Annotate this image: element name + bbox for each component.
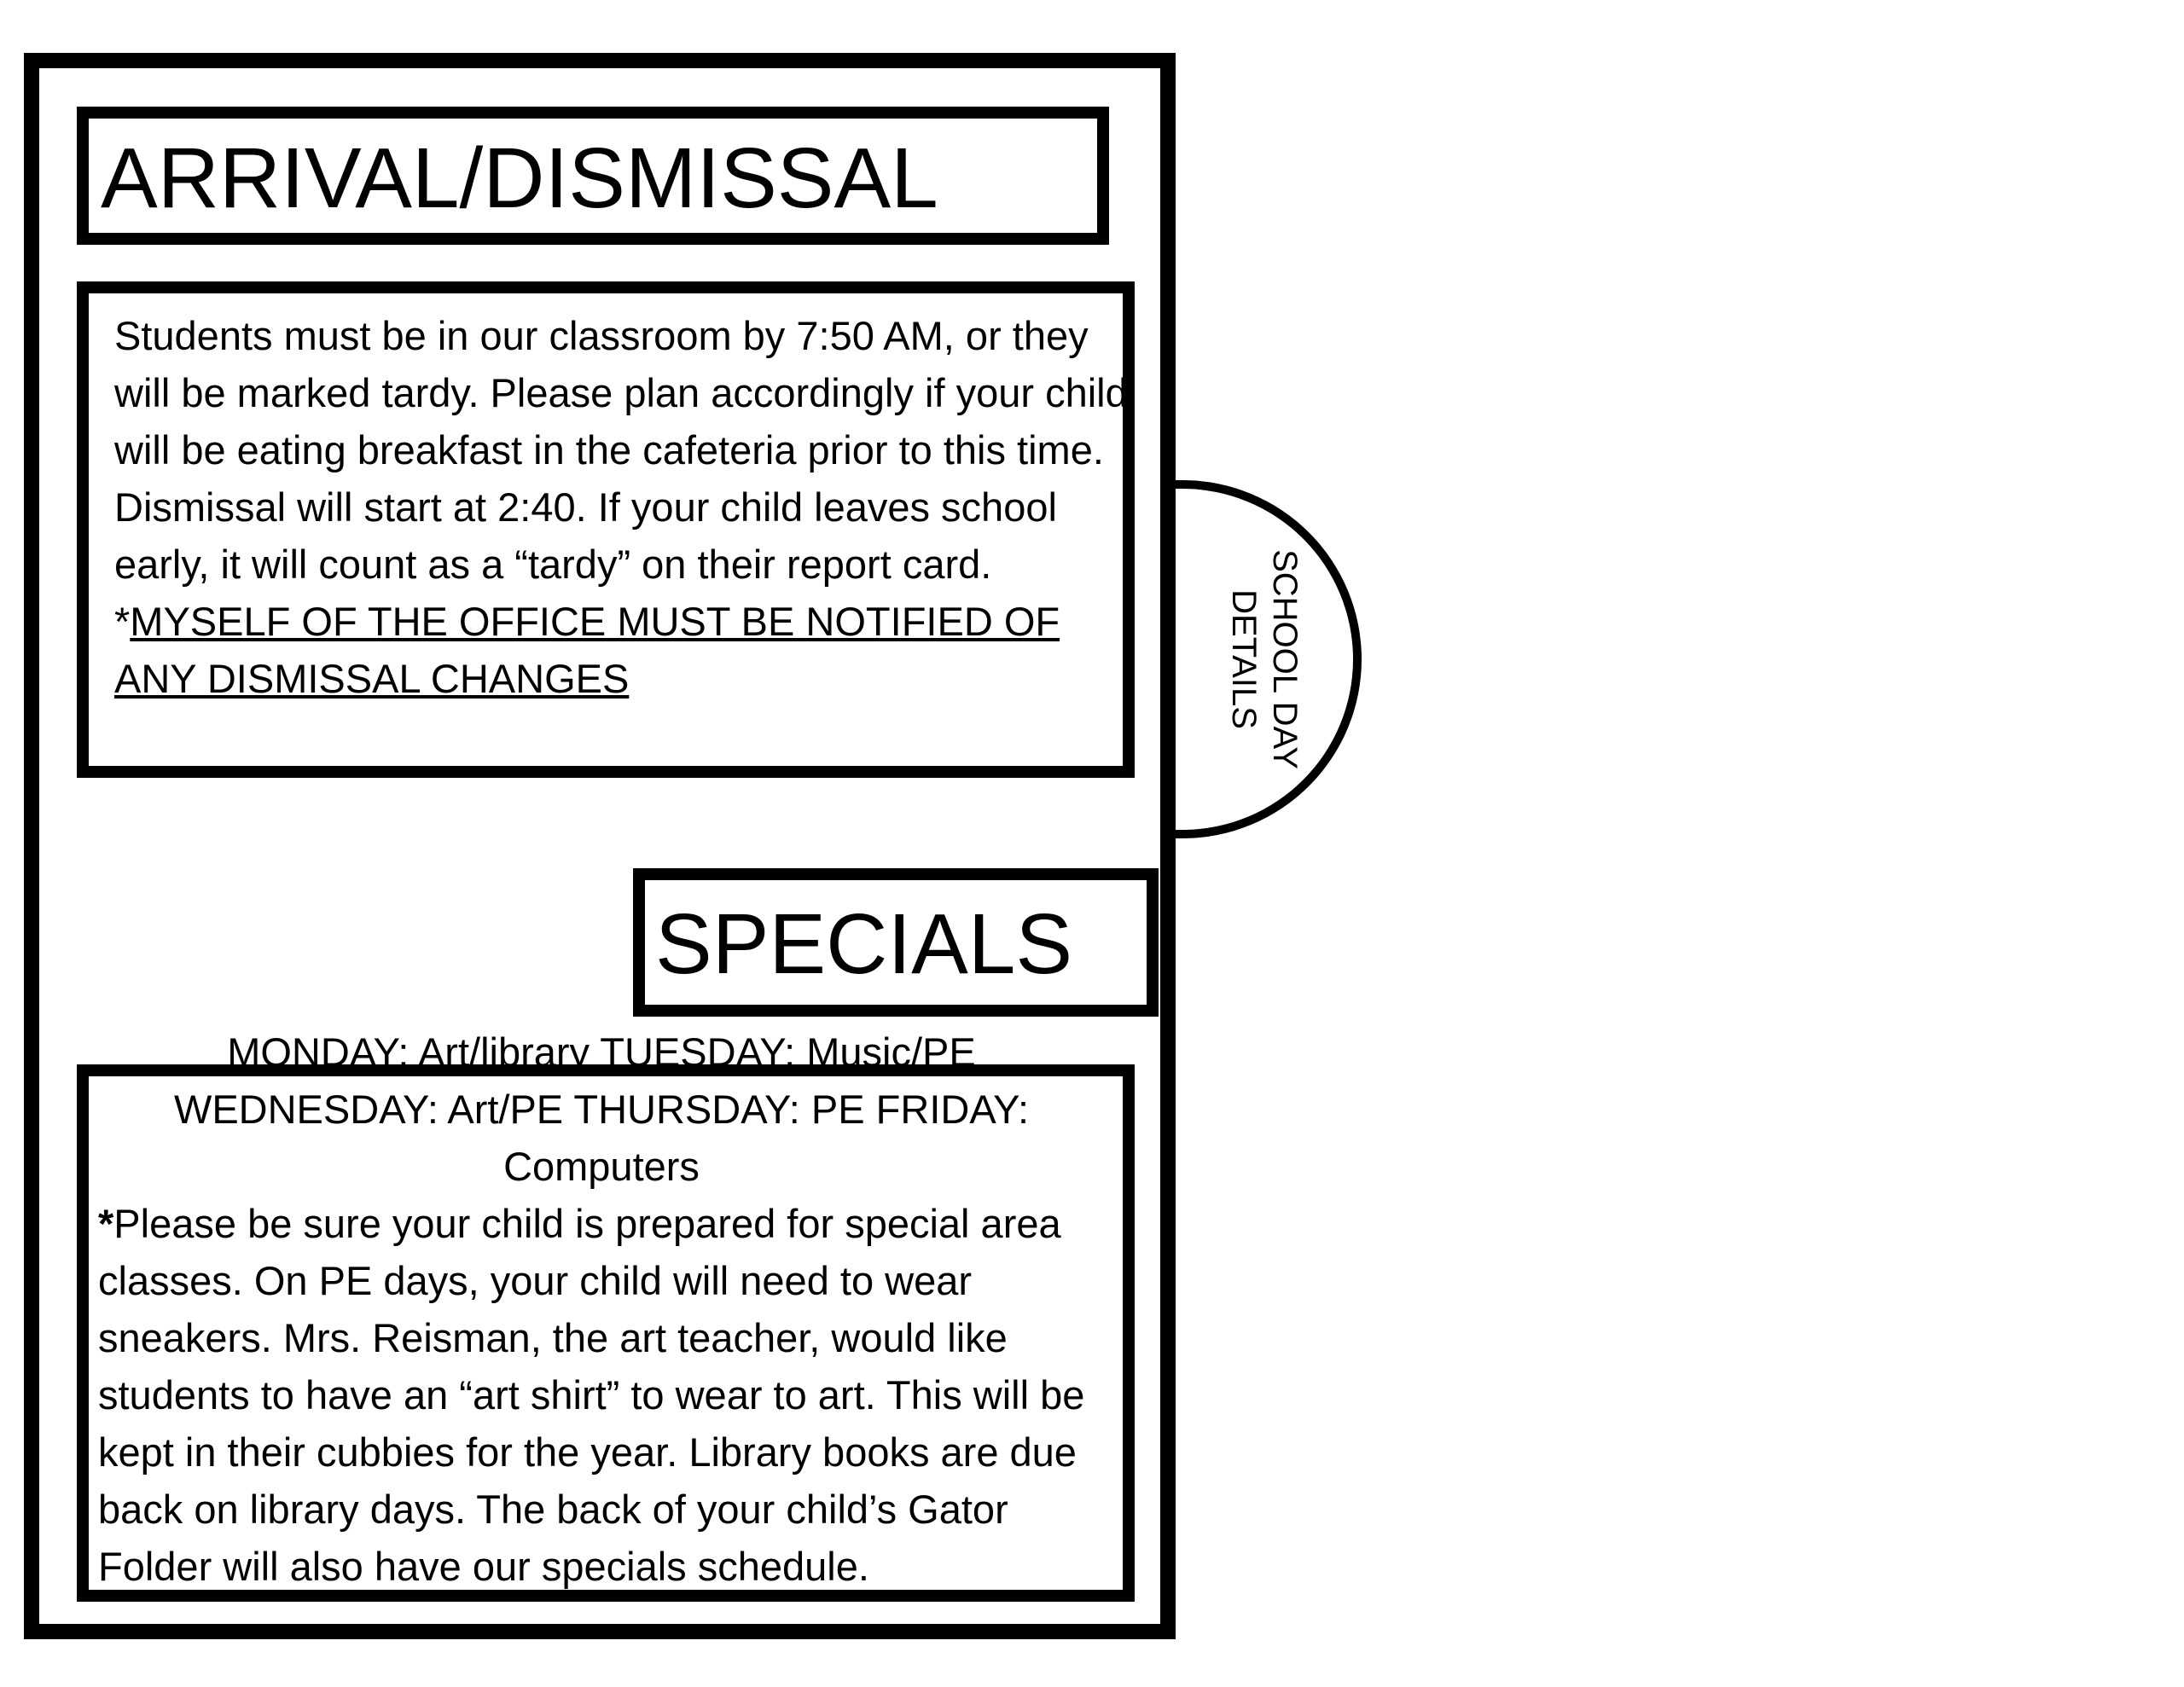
arrival-paragraph: Students must be in our classroom by 7:50 AM, or they will be marked tardy. Please plan accordingly if your child will be eating breakfast in the cafeteria prior to this time. Dismissal will start at 2:40. If your child leaves school early, it will count as a “tardy” on their report card. bbox=[114, 313, 1128, 587]
specials-body bbox=[98, 1023, 1122, 1595]
specials-heading-box bbox=[633, 868, 1159, 1017]
arrival-details-box bbox=[77, 281, 1135, 778]
specials-heading: SPECIALS bbox=[655, 896, 1073, 992]
arrival-heading-box bbox=[77, 107, 1109, 245]
dismissal-notice: MYSELF OF THE OFFICE MUST BE NOTIFIED OF ANY DISMISSAL CHANGES bbox=[114, 599, 1060, 701]
specials-note-text: Please be sure your child is prepared for special area classes. On PE days, your child will need to wear sneakers. Mrs. Reisman, the art teacher, would like students to have an “art shirt” to wear to art. This will be kept in their cubbies for the year. Library books are due back on library days. The back of your child’s Gator Folder will also have our specials schedule. bbox=[98, 1201, 1085, 1589]
notice-prefix: * bbox=[114, 599, 131, 644]
specials-note bbox=[98, 1195, 1122, 1595]
note-prefix: * bbox=[98, 1201, 114, 1246]
tab-label: SCHOOL DAY DETAILS bbox=[1225, 549, 1304, 769]
arrival-body bbox=[114, 307, 1130, 707]
arrival-heading: ARRIVAL/DISMISSAL bbox=[101, 130, 938, 226]
school-day-details-tab[interactable] bbox=[1176, 480, 1362, 838]
specials-schedule: MONDAY: Art/library TUESDAY: Music/PE WEDNESDAY: Art/PE THURSDAY: PE FRIDAY: Computers bbox=[173, 1029, 1030, 1189]
